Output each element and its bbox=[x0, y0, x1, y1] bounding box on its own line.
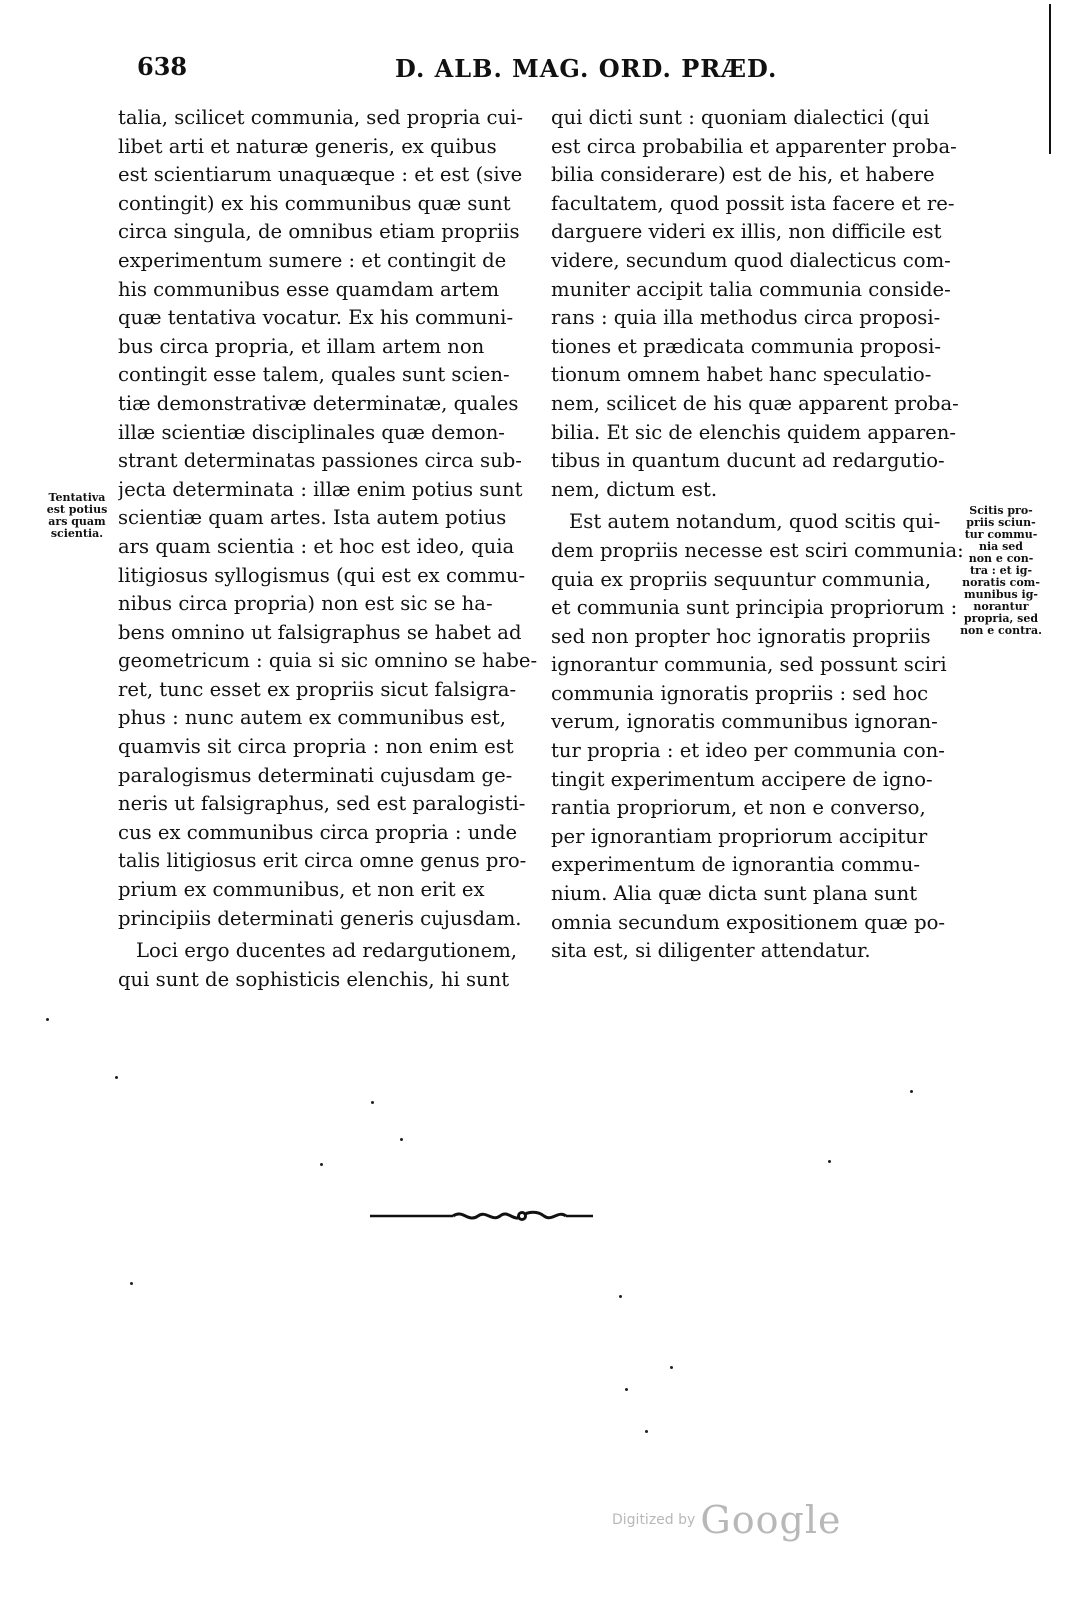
text-line: communia ignoratis propriis : sed hoc bbox=[551, 681, 929, 705]
text-line: videre, secundum quod dialecticus com- bbox=[551, 248, 951, 272]
text-line: prium ex communibus, et non erit ex bbox=[118, 878, 485, 902]
margin-note-line: priis sciun- bbox=[966, 516, 1036, 529]
text-line: principiis determinati generis cujusdam. bbox=[118, 906, 522, 930]
text-line: tibus in quantum ducunt ad redargutio- bbox=[551, 449, 945, 473]
text-line: nem, dictum est. bbox=[551, 477, 718, 501]
text-line: quia ex propriis sequuntur communia, bbox=[551, 567, 932, 591]
text-line: strant determinatas passiones circa sub- bbox=[118, 449, 522, 473]
text-line: darguere videri ex illis, non difficile est bbox=[551, 220, 942, 244]
digitized-label: Digitized by bbox=[612, 1512, 696, 1528]
margin-note-line: scientia. bbox=[50, 527, 104, 540]
text-line: jecta determinata : illæ enim potius sunt bbox=[118, 477, 523, 501]
text-line: talis litigiosus erit circa omne genus pro- bbox=[118, 849, 527, 873]
text-line: dem propriis necesse est sciri communia: bbox=[551, 538, 964, 562]
page-number: 638 bbox=[137, 52, 188, 81]
text-line: contingit esse talem, quales sunt scien- bbox=[118, 363, 510, 387]
text-line: cus ex communibus circa propria : unde bbox=[118, 820, 518, 844]
running-head: D. ALB. MAG. ORD. PRÆD. bbox=[395, 54, 778, 83]
text-line: neris ut falsigraphus, sed est paralogisti- bbox=[118, 792, 526, 816]
digitized-by-google-watermark bbox=[612, 1498, 841, 1542]
margin-note-line: Tentativa bbox=[48, 491, 106, 504]
text-line: nem, scilicet de his quæ apparent proba- bbox=[551, 391, 959, 415]
text-line: bilia considerare) est de his, et habere bbox=[551, 163, 935, 187]
text-line: tiæ demonstrativæ determinatæ, quales bbox=[118, 391, 519, 415]
text-line: omnia secundum expositionem quæ po- bbox=[551, 910, 946, 934]
text-line: talia, scilicet communia, sed propria cui- bbox=[118, 106, 523, 129]
speck bbox=[400, 1138, 403, 1141]
margin-note-line: munibus ig- bbox=[964, 588, 1038, 601]
speck bbox=[910, 1090, 913, 1093]
margin-note-line: noratis com- bbox=[962, 576, 1040, 589]
text-line: sed non propter hoc ignoratis propriis bbox=[551, 624, 931, 648]
ornament-tailpiece-icon bbox=[368, 1203, 618, 1229]
text-line: experimentum sumere : et contingit de bbox=[118, 248, 507, 272]
text-line: rans : quia illa methodus circa proposi- bbox=[551, 306, 941, 330]
speck bbox=[115, 1076, 118, 1079]
margin-note-line: tra : et ig- bbox=[969, 564, 1033, 577]
margin-note-line: propria, sed bbox=[963, 612, 1039, 625]
text-line: scientiæ quam artes. Ista autem potius bbox=[118, 506, 507, 530]
speck bbox=[46, 1018, 49, 1021]
text-line: ars quam scientia : et hoc est ideo, quia bbox=[118, 534, 515, 558]
page-header bbox=[0, 52, 1071, 92]
text-line: per ignorantiam propriorum accipitur bbox=[551, 824, 928, 848]
text-line: phus : nunc autem ex communibus est, bbox=[118, 706, 507, 730]
text-line: libet arti et naturæ generis, ex quibus bbox=[118, 134, 497, 158]
margin-note-line: tur commu- bbox=[964, 528, 1038, 541]
margin-note-line: non e con- bbox=[968, 552, 1034, 565]
text-line: ignorantur communia, sed possunt sciri bbox=[551, 653, 947, 677]
text-line: ret, tunc esset ex propriis sicut falsigra- bbox=[118, 677, 517, 701]
margin-note-line: nia sed bbox=[978, 540, 1024, 553]
text-line: tionum omnem habet hanc speculatio- bbox=[551, 363, 932, 387]
margin-note-line: Scitis pro- bbox=[969, 504, 1033, 517]
text-line: et communia sunt principia propriorum : bbox=[551, 596, 958, 620]
margin-note-line: norantur bbox=[973, 600, 1029, 613]
text-line: bilia. Et sic de elenchis quidem apparen- bbox=[551, 420, 957, 444]
text-line: his communibus esse quamdam artem bbox=[118, 277, 500, 301]
text-line: qui sunt de sophisticis elenchis, hi sunt bbox=[118, 967, 510, 991]
margin-note-line: ars quam bbox=[48, 515, 106, 528]
speck bbox=[645, 1430, 648, 1433]
text-line: quæ tentativa vocatur. Ex his communi- bbox=[118, 306, 514, 330]
text-line: paralogismus determinati cujusdam ge- bbox=[118, 763, 513, 787]
text-line: tingit experimentum accipere de igno- bbox=[551, 767, 933, 791]
margin-note-line: non e contra. bbox=[960, 624, 1042, 637]
text-line: tur propria : et ideo per communia con- bbox=[551, 739, 945, 763]
speck bbox=[670, 1366, 673, 1369]
text-line: Loci ergo ducentes ad redargutionem, bbox=[136, 939, 518, 963]
text-line: bens omnino ut falsigraphus se habet ad bbox=[118, 620, 522, 644]
text-line: experimentum de ignorantia commu- bbox=[551, 853, 920, 877]
text-line: est circa probabilia et apparenter proba- bbox=[551, 134, 957, 158]
text-line: est scientiarum unaquæque : et est (sive bbox=[118, 163, 523, 187]
google-logo: Google bbox=[700, 1498, 842, 1542]
speck bbox=[371, 1101, 374, 1104]
text-line: bus circa propria, et illam artem non bbox=[118, 334, 485, 358]
text-line: qui dicti sunt : quoniam dialectici (qui bbox=[551, 106, 930, 129]
speck bbox=[130, 1282, 133, 1285]
text-line: litigiosus syllogismus (qui est ex commu- bbox=[118, 563, 526, 587]
text-line: illæ scientiæ disciplinales quæ demon- bbox=[118, 420, 505, 444]
speck bbox=[619, 1295, 622, 1298]
page-edge-rule bbox=[1049, 4, 1051, 154]
speck bbox=[320, 1163, 323, 1166]
text-line: contingit) ex his communibus quæ sunt bbox=[118, 191, 511, 215]
speck bbox=[625, 1388, 628, 1391]
speck bbox=[828, 1160, 831, 1163]
text-line: quamvis sit circa propria : non enim est bbox=[118, 735, 514, 759]
text-line: tiones et prædicata communia proposi- bbox=[551, 334, 942, 358]
text-line: geometricum : quia si sic omnino se habe- bbox=[118, 649, 538, 673]
text-line: muniter accipit talia communia conside- bbox=[551, 277, 951, 301]
left-column bbox=[118, 104, 546, 994]
text-line: nibus circa propria) non est sic se ha- bbox=[118, 592, 493, 616]
text-line: Est autem notandum, quod scitis qui- bbox=[569, 510, 941, 534]
text-line: circa singula, de omnibus etiam propriis bbox=[118, 220, 520, 244]
text-line: verum, ignoratis communibus ignoran- bbox=[551, 710, 938, 734]
text-line: facultatem, quod possit ista facere et re- bbox=[551, 191, 955, 215]
right-column bbox=[551, 104, 971, 966]
margin-note-left bbox=[36, 492, 118, 540]
margin-note-right bbox=[958, 505, 1044, 637]
text-line: sita est, si diligenter attendatur. bbox=[551, 939, 871, 963]
text-line: nium. Alia quæ dicta sunt plana sunt bbox=[551, 882, 918, 906]
margin-note-line: est potius bbox=[46, 503, 108, 516]
text-line: rantia propriorum, et non e converso, bbox=[551, 796, 926, 820]
